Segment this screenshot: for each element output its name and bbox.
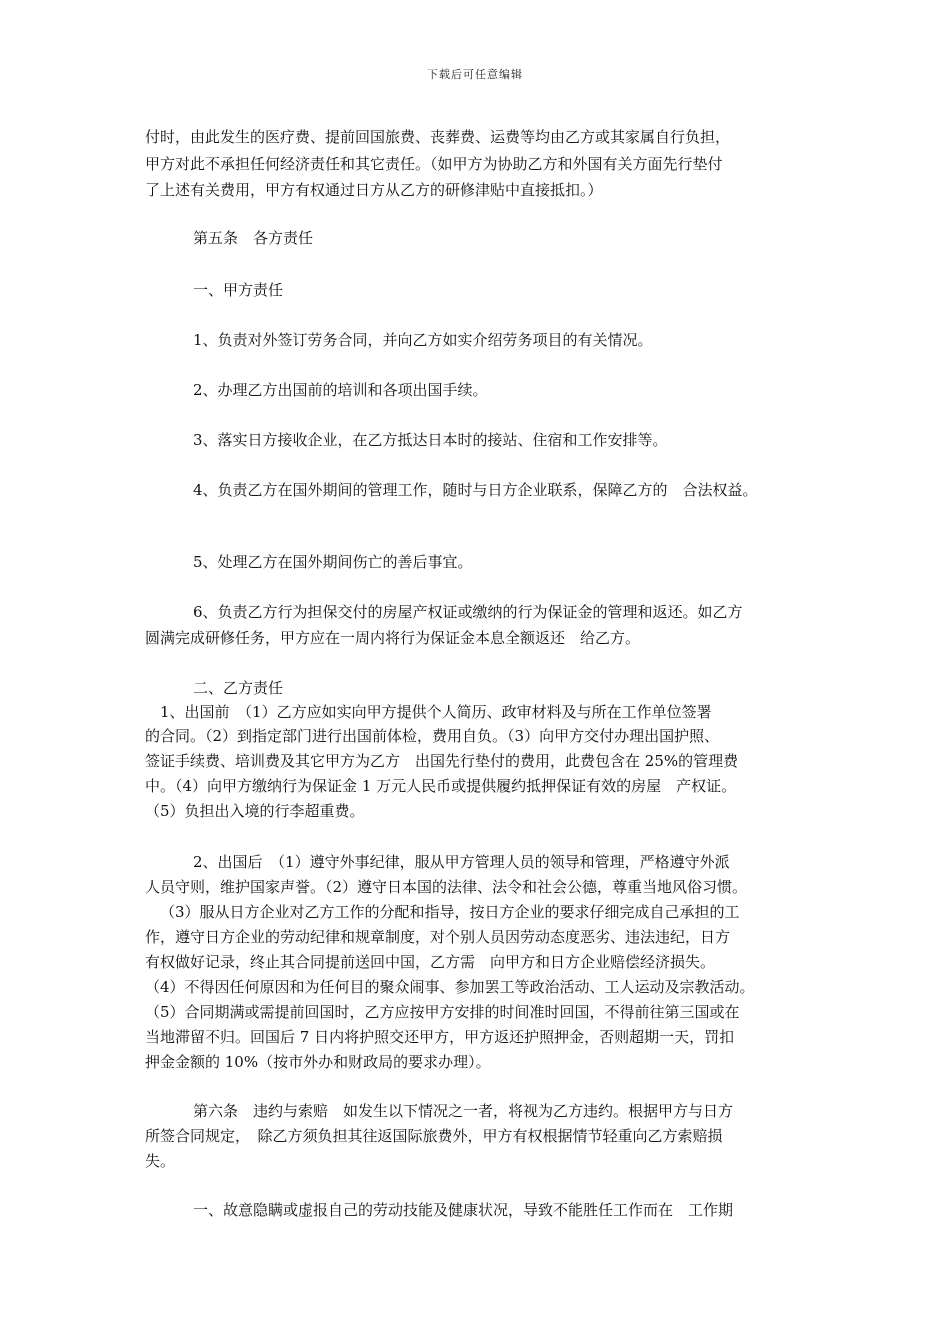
text-line: （3）服从日方企业对乙方工作的分配和指导，按日方企业的要求仔细完成自己承担的工 bbox=[160, 903, 740, 921]
article-heading: 第五条 各方责任 bbox=[193, 229, 314, 247]
text-line: 人员守则，维护国家声誉。（2）遵守日本国的法律、法令和社会公德，尊重当地风俗习惯。 bbox=[145, 878, 748, 896]
text-line: 4、负责乙方在国外期间的管理工作，随时与日方企业联系，保障乙方的 合法权益。 bbox=[193, 481, 758, 499]
text-line: 1、负责对外签订劳务合同，并向乙方如实介绍劳务项目的有关情况。 bbox=[193, 331, 653, 349]
text-line: 作，遵守日方企业的劳动纪律和规章制度，对个别人员因劳动态度恶劣、违法违纪，日方 bbox=[145, 928, 731, 946]
text-line: （4）不得因任何原因和为任何目的聚众闹事、参加罢工等政治活动、工人运动及宗教活动。 bbox=[145, 978, 755, 996]
text-line: 签证手续费、培训费及其它甲方为乙方 出国先行垫付的费用，此费包含在 25%的管理费 bbox=[145, 752, 739, 770]
text-line: 当地滞留不归。回国后 7 日内将护照交还甲方，甲方返还护照押金，否则超期一天，罚扣 bbox=[145, 1028, 735, 1046]
text-line: 中。（4）向甲方缴纳行为保证金 1 万元人民币或提供履约抵押保证有效的房屋 产权证。 bbox=[145, 777, 737, 795]
section-heading: 一、甲方责任 bbox=[193, 281, 284, 299]
text-line: 了上述有关费用，甲方有权通过日方从乙方的研修津贴中直接抵扣。） bbox=[145, 181, 603, 199]
text-line: 有权做好记录，终止其合同提前送回中国，乙方需 向甲方和日方企业赔偿经济损失。 bbox=[145, 953, 716, 971]
text-line: 3、落实日方接收企业，在乙方抵达日本时的接站、住宿和工作安排等。 bbox=[193, 431, 668, 449]
text-line: （5）合同期满或需提前回国时，乙方应按甲方安排的时间准时回国，不得前往第三国或在 bbox=[145, 1003, 740, 1021]
text-line: 2、出国后 （1）遵守外事纪律，服从甲方管理人员的领导和管理，严格遵守外派 bbox=[193, 853, 730, 871]
text-line: 的合同。（2）到指定部门进行出国前体检，费用自负。（3）向甲方交付办理出国护照、 bbox=[145, 727, 720, 745]
article-heading: 第六条 违约与索赔 如发生以下情况之一者，将视为乙方违约。根据甲方与日方 bbox=[193, 1102, 734, 1120]
text-line: 2、办理乙方出国前的培训和各项出国手续。 bbox=[193, 381, 488, 399]
text-line: 押金金额的 10%（按市外办和财政局的要求办理）。 bbox=[145, 1053, 491, 1071]
text-line: 所签合同规定， 除乙方须负担其往返国际旅费外，甲方有权根据情节轻重向乙方索赔损 bbox=[145, 1127, 723, 1145]
section-heading: 二、乙方责任 bbox=[193, 679, 284, 697]
text-line: 5、处理乙方在国外期间伤亡的善后事宜。 bbox=[193, 553, 473, 571]
text-line: （5）负担出入境的行李超重费。 bbox=[145, 802, 365, 820]
text-line: 付时，由此发生的医疗费、提前回国旅费、丧葬费、运费等均由乙方或其家属自行负担， bbox=[145, 128, 731, 146]
text-line: 6、负责乙方行为担保交付的房屋产权证或缴纳的行为保证金的管理和返还。如乙方 bbox=[193, 603, 743, 621]
text-line: 一、故意隐瞒或虚报自己的劳动技能及健康状况，导致不能胜任工作而在 工作期 bbox=[193, 1201, 734, 1219]
text-line: 失。 bbox=[145, 1152, 176, 1170]
text-line: 1、出国前 （1）乙方应如实向甲方提供个人简历、政审材料及与所在工作单位签署 bbox=[160, 703, 712, 721]
text-line: 甲方对此不承担任何经济责任和其它责任。（如甲方为协助乙方和外国有关方面先行垫付 bbox=[145, 155, 723, 173]
page-header: 下载后可任意编辑 bbox=[427, 68, 523, 81]
text-line: 圆满完成研修任务，甲方应在一周内将行为保证金本息全额返还 给乙方。 bbox=[145, 629, 641, 647]
